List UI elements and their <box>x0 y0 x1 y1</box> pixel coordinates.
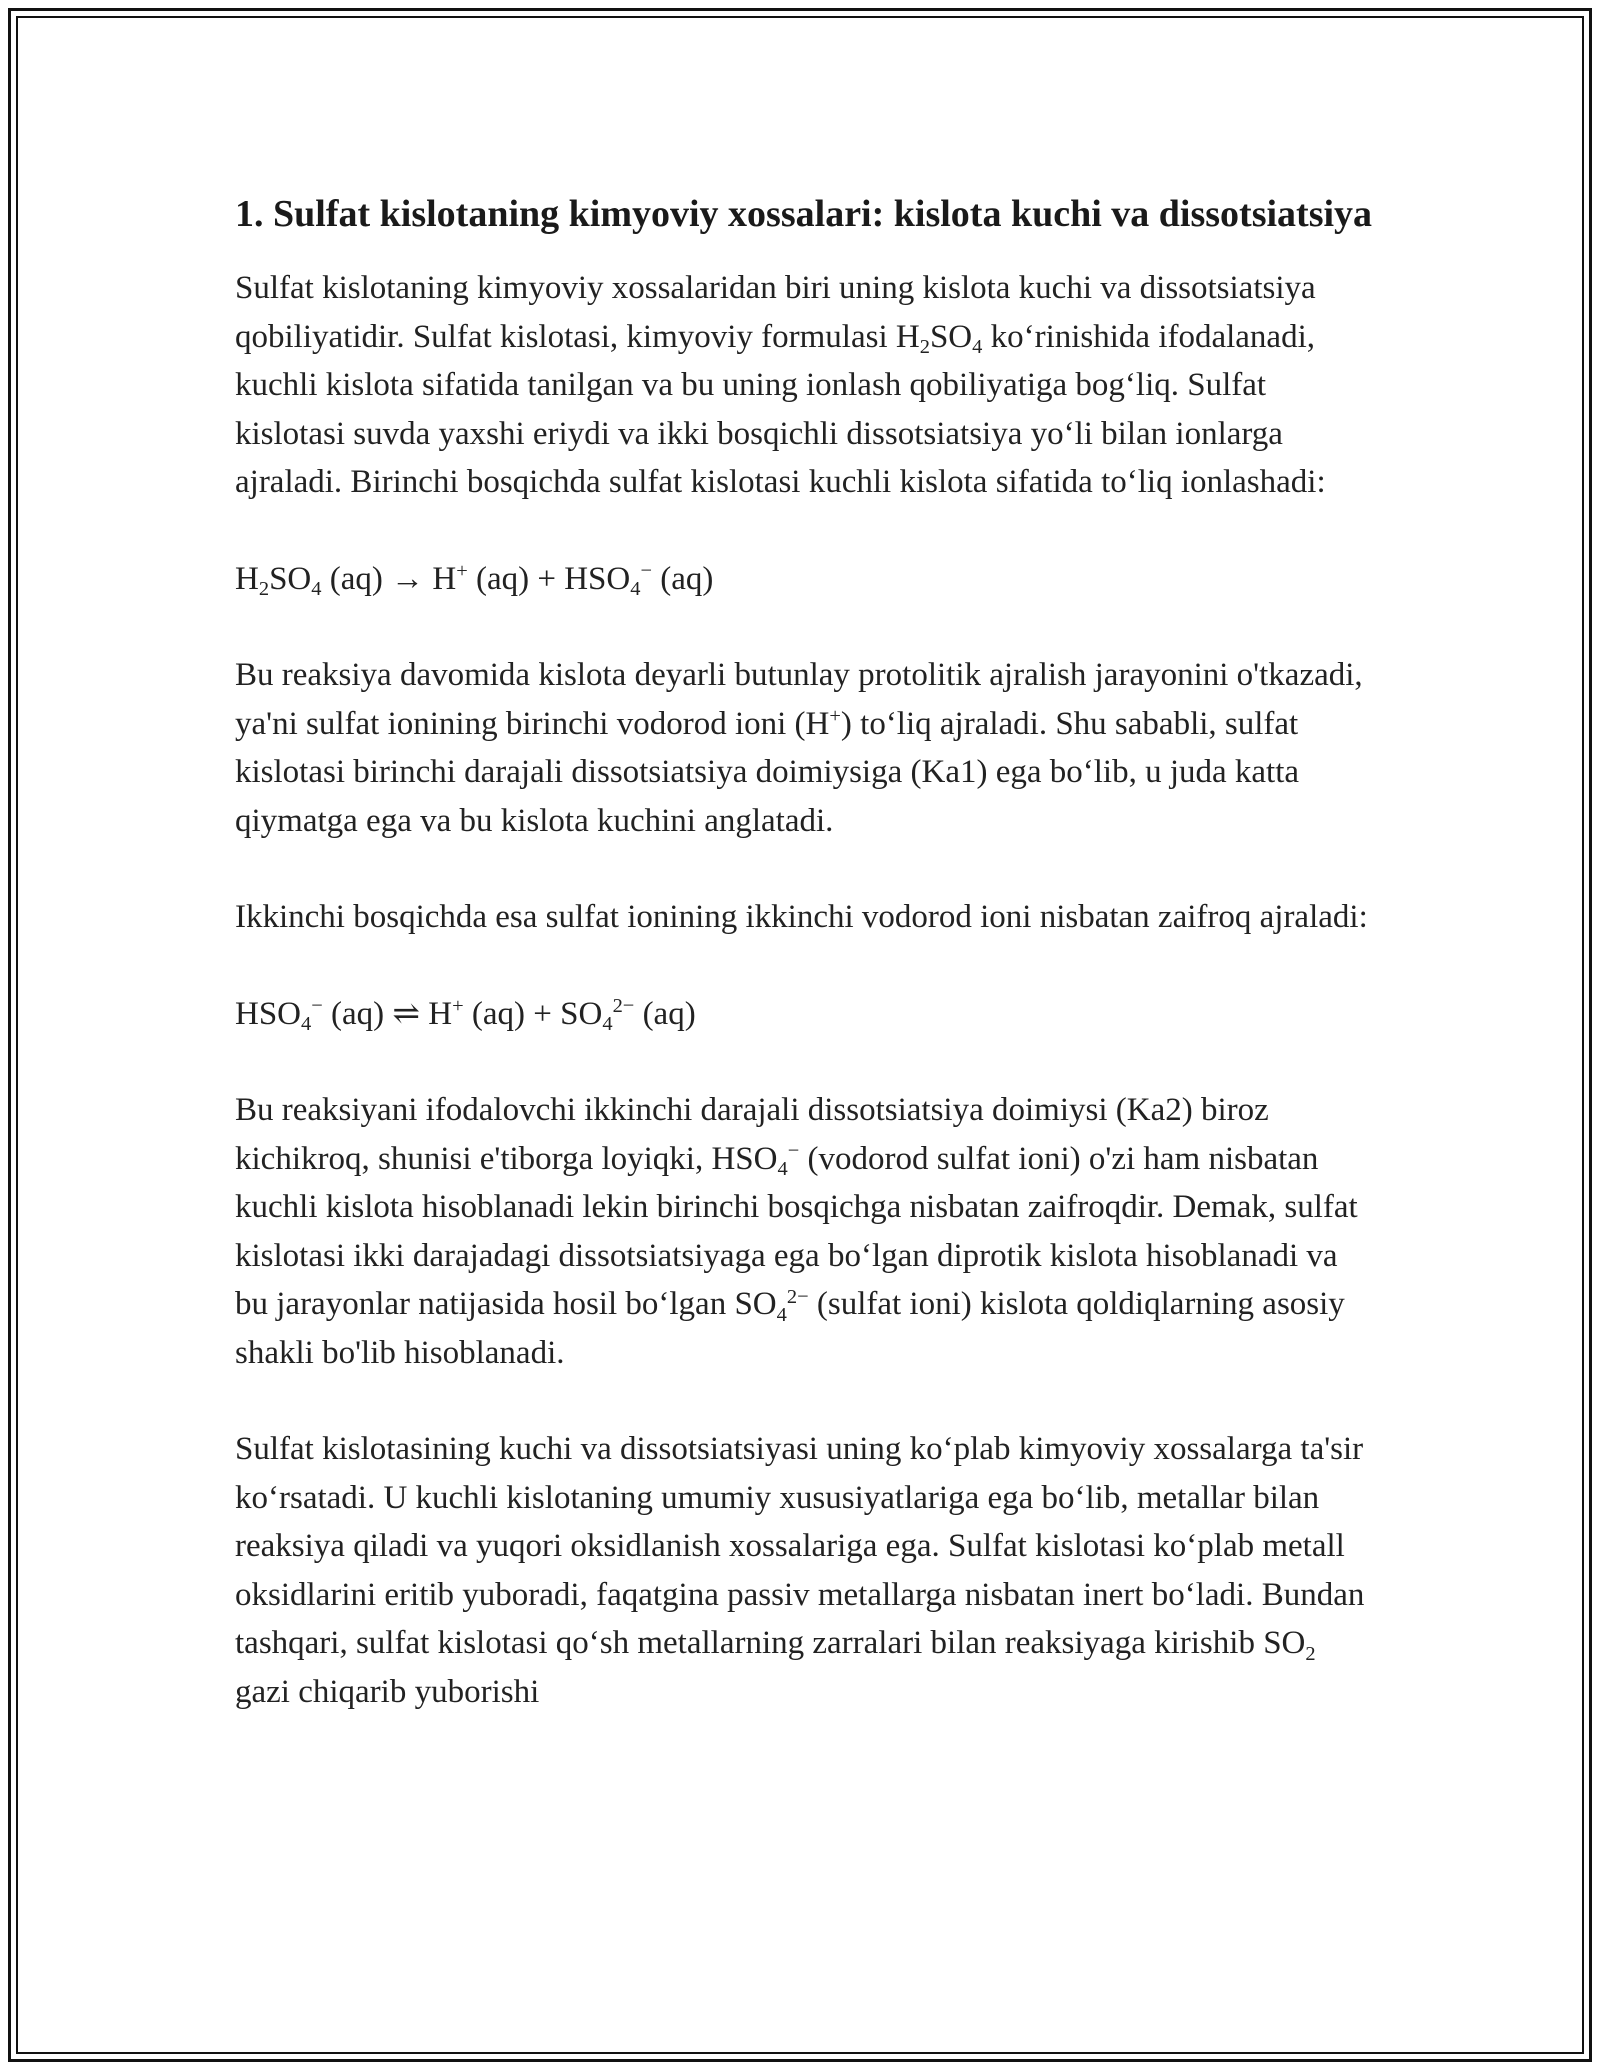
text-run: gazi chiqarib yuborishi <box>235 1673 540 1710</box>
document-body <box>235 186 1375 1764</box>
superscript: + <box>456 560 468 583</box>
superscript: + <box>452 995 464 1018</box>
text-run: Sulfat kislotasining kuchi va dissotsiatsiyasi uning ko‘plab kimyoviy xossalarga ta'sir ko‘rsatadi. U kuchli kislotaning umumiy xususiyatlariga ega bo‘lib, metallar bilan reaksiya qiladi va yuqori oksidlanish xossalariga ega. Sulfat kislotasi ko‘plab metall oksidlarini eritib yuboradi, faqatgina passiv metallarga nisbatan inert bo‘ladi. Bundan tashqari, sulfat kislotasi qo‘sh metallarning zarralari bilan reaksiyaga kirishib SO <box>235 1431 1365 1661</box>
subscript: 4 <box>602 1013 613 1036</box>
text-run: (sulfat ioni) kislota qoldiqlarning asosiy shakli bo'lib hisoblanadi. <box>235 1286 1345 1371</box>
text-run: Ikkinchi bosqichda esa sulfat ionining ikkinchi vodorod ioni nisbatan zaifroq ajraladi: <box>235 899 1368 935</box>
text-run: Bu reaksiyani ifodalovchi ikkinchi darajali dissotsiatsiya doimiysi (Ka2) biroz kichikroq, shunisi e'tiborga loyiqki, HSO <box>235 1092 1269 1177</box>
paragraph-list <box>235 264 1375 1716</box>
text-run: (aq) + SO <box>463 995 603 1032</box>
superscript: 2− <box>612 995 635 1018</box>
text-run: ko‘rinishida ifodalanadi, kuchli kislota sifatida tanilgan va bu uning ionlash qobiliyatiga bog‘liq. Sulfat kislotasi suvda yaxshi eriydi va ikki bosqichli dissotsiatsiya yo‘li bilan ionlarga ajraladi. Birinchi bosqichda sulfat kislotasi kuchli kislota sifatida to‘liq ionlashadi: <box>235 318 1326 500</box>
text-run: HSO <box>235 995 302 1032</box>
superscript: − <box>640 560 652 583</box>
subscript: 2 <box>1305 1642 1316 1665</box>
text-run: (vodorod sulfat ioni) o'zi ham nisbatan kuchli kislota hisoblanadi lekin birinchi bosqichga nisbatan zaifroqdir. Demak, sulfat kislotasi ikki darajadagi dissotsiatsiyaga ega bo‘lgan diprotik kislota hisoblanadi va bu jarayonlar natijasida hosil bo‘lgan SO <box>235 1140 1358 1322</box>
text-run: H <box>235 560 259 597</box>
superscript: − <box>787 1140 800 1163</box>
body-paragraph <box>235 651 1375 845</box>
subscript: 2 <box>919 336 930 359</box>
body-paragraph <box>235 1425 1375 1716</box>
superscript: − <box>311 995 323 1018</box>
body-paragraph <box>235 1086 1375 1377</box>
subscript: 4 <box>776 1303 787 1326</box>
section-heading: 1. Sulfat kislotaning kimyoviy xossalari: kislota kuchi va dissotsiatsiya <box>235 193 1373 235</box>
text-run: (aq) <box>651 560 714 597</box>
chemical-equation <box>235 555 1375 604</box>
superscript: 2− <box>786 1285 809 1308</box>
text-run: (aq) → H <box>321 560 457 597</box>
body-paragraph <box>235 893 1375 942</box>
text-run: ) to‘liq ajraladi. Shu sababli, sulfat kislotasi birinchi darajali dissotsiatsiya doimiysiga (Ka1) ega bo‘lib, u juda katta qiymatga ega va bu kislota kuchini anglatadi. <box>235 705 1300 839</box>
subscript: 4 <box>777 1158 788 1181</box>
subscript: 4 <box>301 1013 312 1036</box>
text-run: Sulfat kislotaning kimyoviy xossalaridan biri uning kislota kuchi va dissotsiatsiya qobiliyatidir. Sulfat kislotasi, kimyoviy formulasi H <box>235 270 1316 355</box>
body-paragraph <box>235 264 1375 507</box>
text-run: (aq) + HSO <box>467 560 631 597</box>
text-run: (aq) ⇌ H <box>322 995 453 1032</box>
subscript: 2 <box>258 578 270 601</box>
text-run: Bu reaksiya davomida kislota deyarli butunlay protolitik ajralish jarayonini o'tkazadi, ya'ni sulfat ionining birinchi vodorod ioni (H <box>235 657 1363 742</box>
subscript: 4 <box>972 336 983 359</box>
text-run: SO <box>929 318 973 355</box>
text-run: (aq) <box>634 995 696 1032</box>
chemical-equation <box>235 990 1375 1039</box>
subscript: 4 <box>630 578 641 601</box>
subscript: 4 <box>311 578 322 601</box>
superscript: + <box>829 705 841 728</box>
text-run: SO <box>269 560 312 597</box>
